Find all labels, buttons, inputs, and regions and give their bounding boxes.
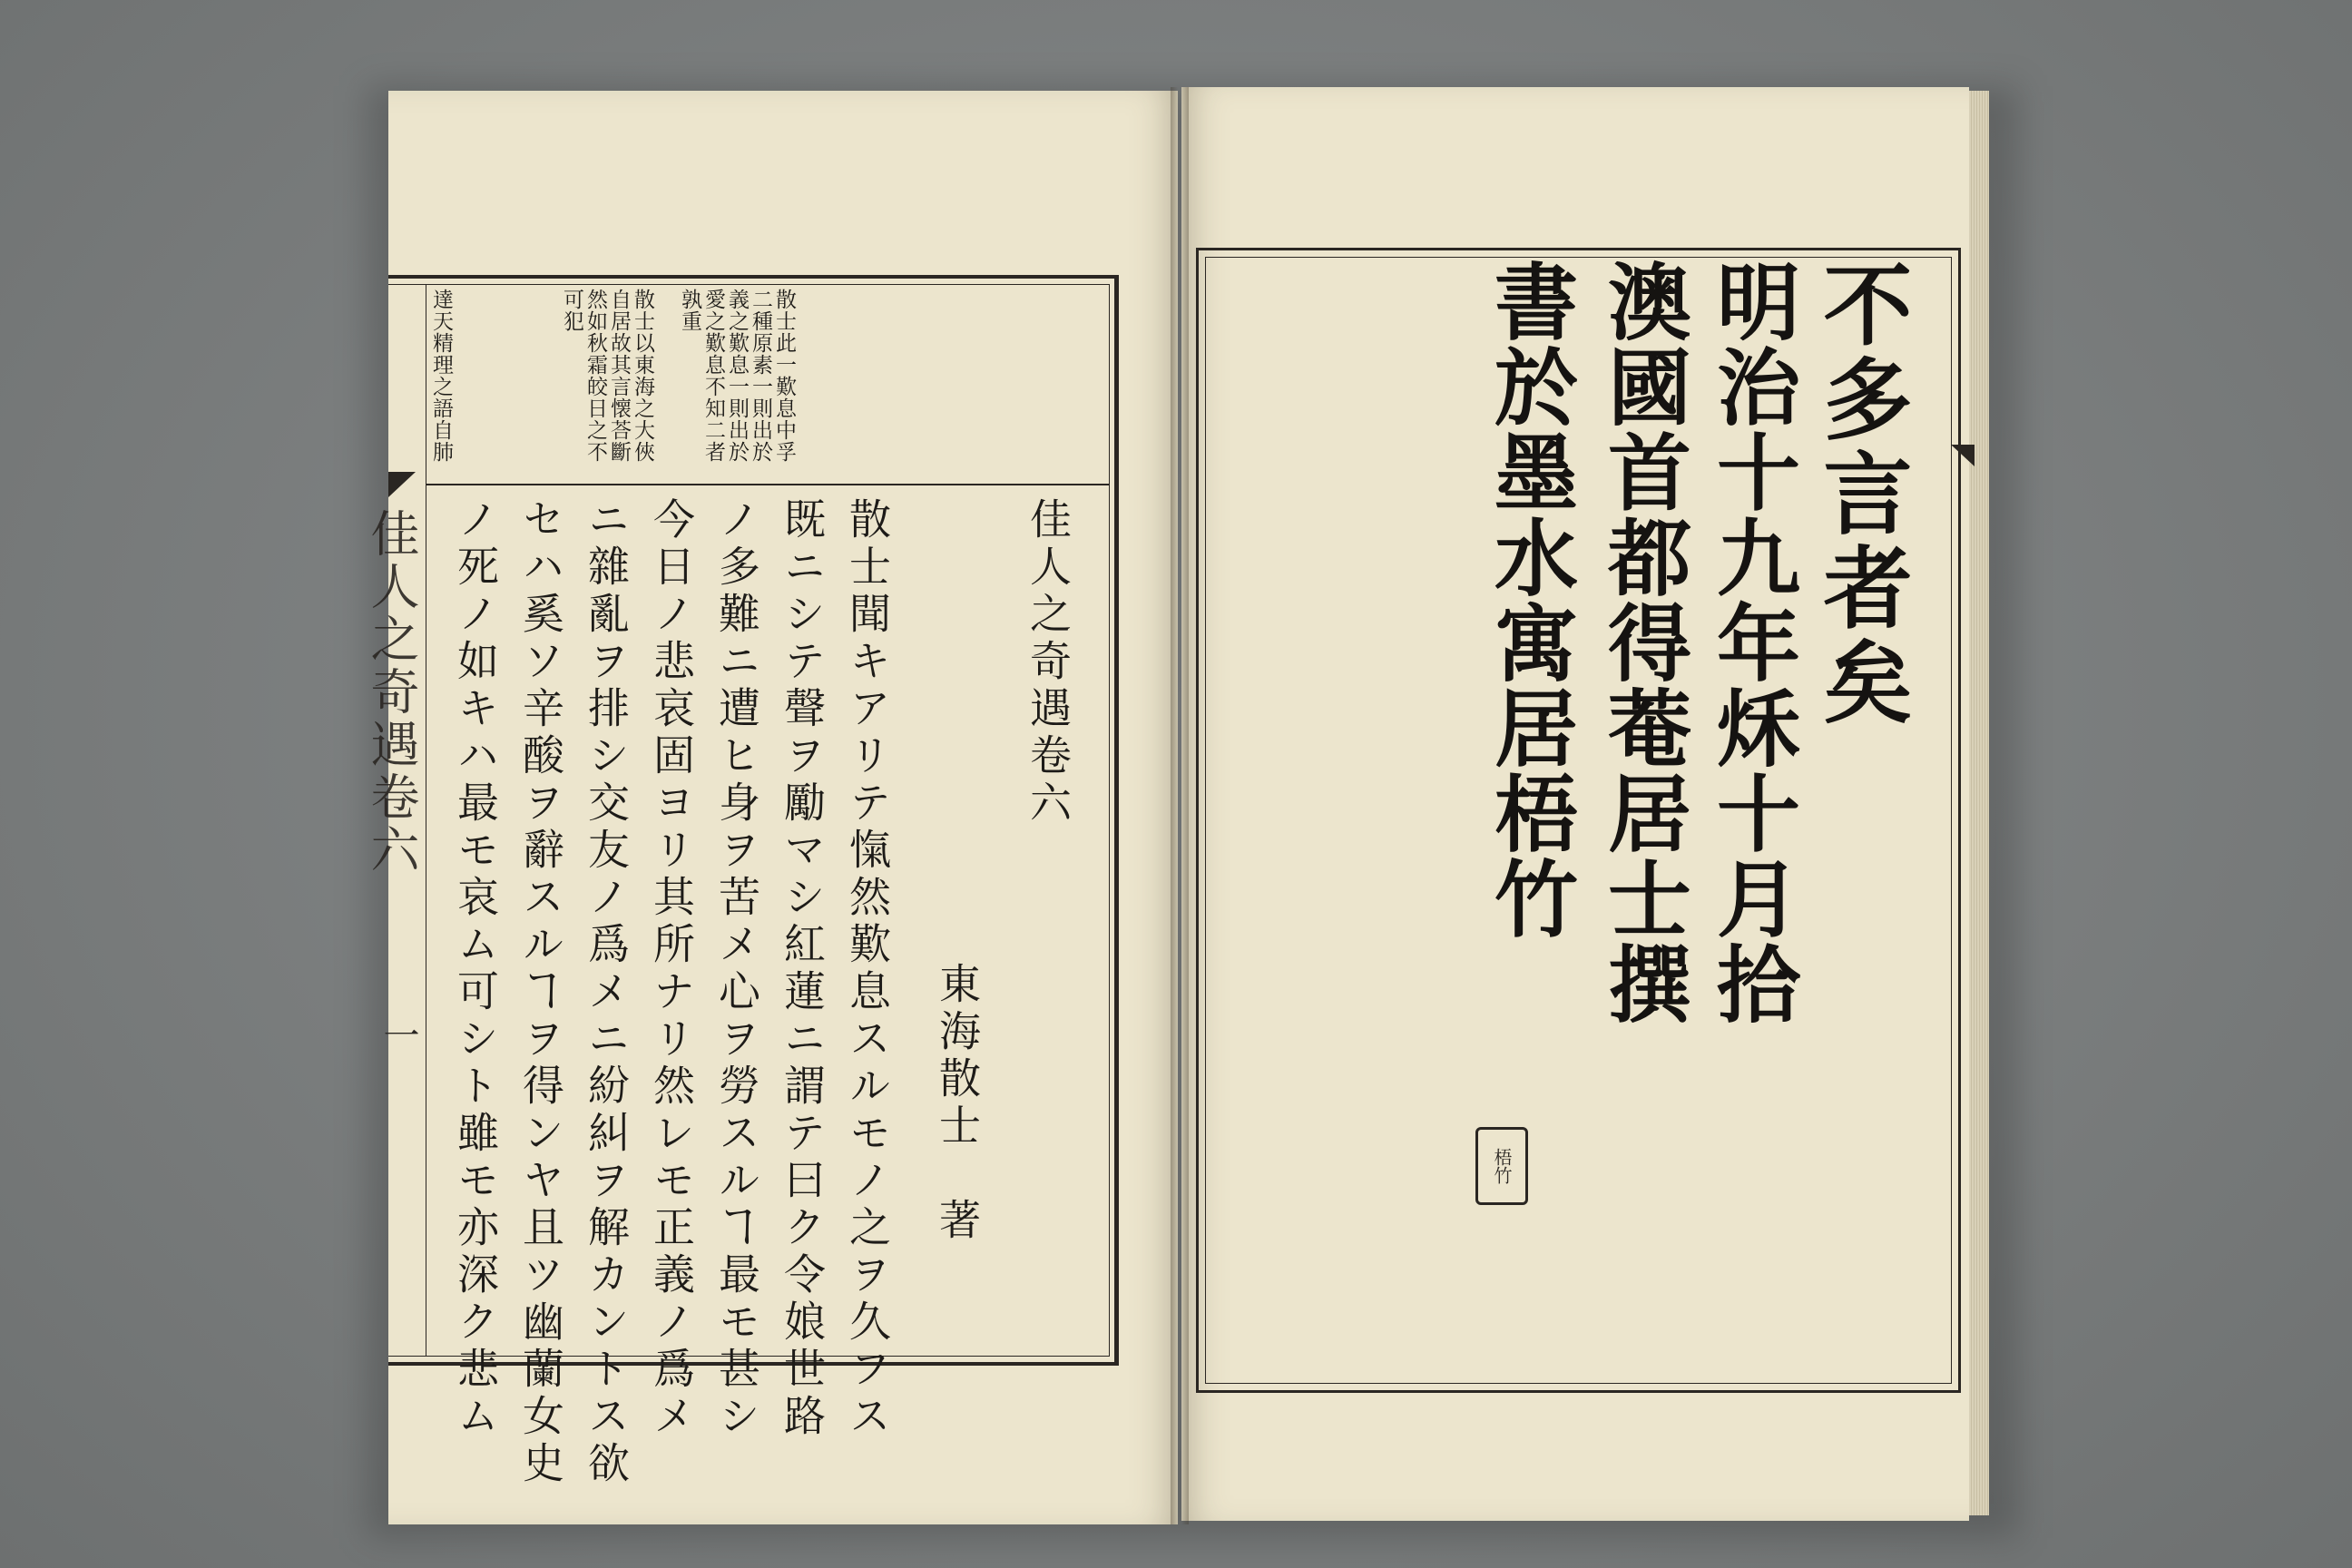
head-note: 愛之歎息不知二者 — [701, 289, 725, 463]
head-note: 二種原素一則出於 — [749, 289, 772, 463]
head-note: 散士此一歎息中孚 — [772, 289, 796, 463]
author-credit: 東海散士 著 — [933, 962, 982, 1245]
head-note: 自居故其言懐荅斷 — [607, 289, 631, 463]
body-text-column: セハ奚ソ辛酸ヲ辭スルヿヲ得ンヤ且ツ幽蘭女史 — [516, 497, 565, 1488]
book-title: 佳人之奇遇卷六 — [1024, 497, 1073, 828]
body-text-column: ニ雜亂ヲ排シ交友ノ爲メニ紛糾ヲ解カントス欲 — [582, 497, 631, 1488]
head-note: 義之歎息一則出於 — [725, 289, 749, 463]
page-notch-mark — [1951, 445, 1975, 466]
margin-page-number: 一 — [377, 1016, 419, 1053]
body-text-column: ノ死ノ如キハ最モ哀ム可シト雖モ亦深ク悲ム — [451, 497, 500, 1441]
page-edges — [1969, 91, 1989, 1515]
body-text-column: 散士聞キアリテ愾然歎息スルモノ之ヲ久フス — [843, 497, 892, 1441]
artist-seal: 梧竹 — [1475, 1127, 1528, 1205]
calligraphy-column: 書於墨水寓居梧竹 — [1481, 259, 1578, 941]
book-spine-gutter — [1171, 87, 1189, 1524]
body-text-column: 既ニシテ聲ヲ勵マシ紅蓮ニ謂テ曰ク令娘世路 — [778, 497, 827, 1441]
page-notch-mark — [388, 472, 416, 497]
head-note: 然如秋霜皎日之不 — [583, 289, 607, 463]
calligraphy-column: 澳國首都得菴居士撰 — [1594, 259, 1691, 1026]
calligraphy-column: 明治十九年秌十月拾 — [1703, 259, 1800, 1026]
head-note: 可犯 — [560, 289, 583, 332]
calligraphy-column: 不多言者矣 — [1808, 259, 1912, 730]
body-text-column: ノ多難ニ遭ヒ身ヲ苦メ心ヲ勞スルヿ最モ甚シ — [712, 497, 761, 1441]
body-text-column: 今日ノ悲哀固ヨリ其所ナリ然レモ正義ノ爲メ — [647, 497, 696, 1441]
head-note: 散士以東海之大俠 — [631, 289, 654, 463]
head-note: 孰重 — [678, 289, 701, 332]
head-notes-divider — [426, 484, 1110, 485]
head-note: 達天精理之語自肺 — [429, 289, 453, 463]
margin-title: 佳人之奇遇卷六 — [363, 508, 420, 877]
